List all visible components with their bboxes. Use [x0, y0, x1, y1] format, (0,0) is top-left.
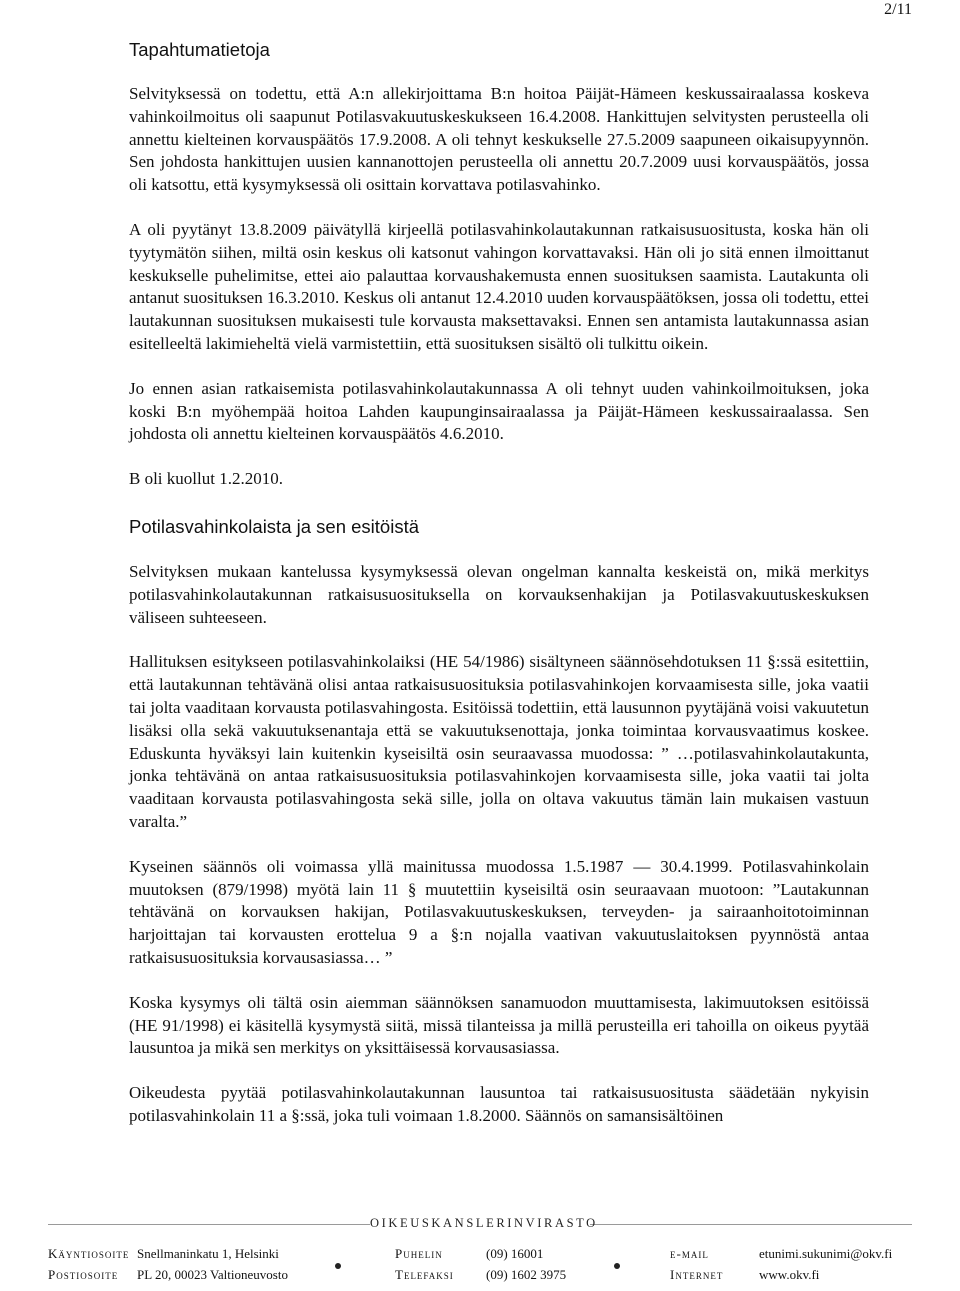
- phone-label: Puhelin: [395, 1246, 443, 1261]
- contact-labels: [670, 1243, 723, 1285]
- office-name: OIKEUSKANSLERINVIRASTO: [370, 1212, 590, 1234]
- section-heading-history: Potilasvahinkolaista ja sen esitöistä: [129, 515, 419, 537]
- bullet-separator: [335, 1263, 341, 1269]
- phone-labels: [395, 1243, 454, 1285]
- paragraph: Kyseinen säännös oli voimassa yllä mainitussa muodossa 1.5.1987 ― 30.4.1999. Potilasvahinkolain muutoksen (879/1998) myötä lain 11 § muutettiin kyseisiltä osin seuraavaan muotoon: ”Lautakunnan tehtävänä on korvauksen hakijan, Potilasvakuutuskeskuksen, terveyden- ja sairaanhoitotoiminnan harjoittajan tai korvausten erottelua 9 a §:n nojalla vaativan vakuutuslaitoksen pyynnöstä antaa ratkaisusuosituksia korvausasiassa… ”: [129, 856, 869, 967]
- visit-address-value: Snellmaninkatu 1, Helsinki: [137, 1246, 279, 1261]
- contact-values: [759, 1243, 892, 1285]
- visit-address-label: Käyntiosoite: [48, 1246, 130, 1261]
- paragraph: A oli pyytänyt 13.8.2009 päivätyllä kirjeellä potilasvahinkolautakunnan ratkaisusuositusta, koska hän oli tyytymätön siihen, miltä osin keskus oli katsonut vahingon korvattavaksi. Hän oli jo sitä ennen ilmoittanut keskukselle puhelimitse, ettei aio palauttaa korvaushakemusta ennen suosituksen saamista. Lautakunta oli antanut suosituksen 16.3.2010. Keskus oli antanut 12.4.2010 uuden korvauspäätöksen, jossa oli todettu, ettei lautakunnan suosituksen mukaisesti tule korvausta maksettavaksi. Ennen sen antamista lautakunnassa asian esitelleeltä lakimieheltä vielä varmistettiin, että suosituksen sisältö oli tulkittu oikein.: [129, 219, 869, 353]
- paragraph: Selvityksen mukaan kantelussa kysymyksessä olevan ongelman kannalta keskeistä on, mikä merkitys potilasvahinkolautakunnan ratkaisusuosituksella on korvauksenhakijan ja Potilasvakuutuskeskuksen väliseen suhteeseen.: [129, 561, 869, 627]
- postal-address-label: Postiosoite: [48, 1267, 119, 1282]
- address-labels: [48, 1243, 129, 1285]
- internet-label: Internet: [670, 1267, 724, 1282]
- paragraph: Oikeudesta pyytää potilasvahinkolautakunnan lausuntoa tai ratkaisusuositusta säädetään nykyisin potilasvahinkolain 11 a §:ssä, joka tuli voimaan 1.8.2000. Säännös on samansisältöinen: [129, 1083, 869, 1125]
- phone-values: [486, 1243, 566, 1285]
- fax-value: (09) 1602 3975: [486, 1267, 567, 1282]
- postal-address-value: PL 20, 00023 Valtioneuvosto: [137, 1267, 288, 1282]
- paragraph: Jo ennen asian ratkaisemista potilasvahinkolautakunnassa A oli tehnyt uuden vahinkoilmoituksen, joka koski B:n myöhempää hoitoa Lahden kaupunginsairaalassa ja Päijät-Hämeen keskussairaalassa. Sen johdosta oli annettu kielteinen korvauspäätös 4.6.2010.: [129, 378, 869, 444]
- website-link[interactable]: www.okv.fi: [759, 1267, 820, 1282]
- section-heading-facts: Tapahtumatietoja: [129, 39, 270, 60]
- paragraph: Hallituksen esitykseen potilasvahinkolaiksi (HE 54/1986) sisältyneen säännösehdotuksen 11 §:ssä esitettiin, että lautakunnan tehtävänä olisi antaa ratkaisusuosituksia potilasvahinkojen korvaamisesta sille, joka vaatii tai jolta vaaditaan korvausta potilasvahingosta. Esitöissä todettiin, että lausunnon pyytäjänä voisi vakuutetun lisäksi olla sekä vakuutuksenantaja että se vakuutuksenottaja, jonka toimintaa korvausvaatimus koskee. Eduskunta hyväksyi lain kuitenkin kyseisiltä osin seuraavassa muodossa: ” …potilasvahinkolautakunta, jonka tehtävänä on antaa ratkaisusuosituksia potilasvahinkojen korvaamisesta sille, joka vaatii tai jolta vaaditaan korvausta potilasvahingosta sekä sille, jolla on oltava vakuutus tämän lain mukaisen vastuun varalta.”: [129, 652, 869, 831]
- paragraph: B oli kuollut 1.2.2010.: [129, 469, 283, 489]
- document-body: [129, 38, 869, 1150]
- fax-label: Telefaksi: [395, 1267, 454, 1282]
- bullet-separator: [614, 1263, 620, 1269]
- paragraph: Koska kysymys oli tältä osin aiemman säännöksen sanamuodon muuttamisesta, lakimuutoksen esitöissä (HE 91/1998) ei käsitellä kysymystä siitä, missä tilanteissa ja millä perusteilla eri tahoilla on oikeus pyytää lausuntoa ja mikä sen merkitys on yksittäisessä korvausasiassa.: [129, 992, 869, 1058]
- paragraph: Selvityksessä on todettu, että A:n allekirjoittama B:n hoitoa Päijät-Hämeen keskussairaalassa koskeva vahinkoilmoitus oli saapunut Potilasvakuutuskeskukseen 16.4.2008. Hankittujen selvitysten perusteella oli annettu kielteinen korvauspäätös 17.9.2008. A oli tehnyt keskukselle 27.5.2009 saapuneen oikaisupyynnön. Sen johdosta hankittujen uusien kannanottojen perusteella oli annettu 20.7.2009 uusi korvauspäätös, jossa oli katsottu, että kysymyksessä oli osittain korvattava potilasvahinko.: [129, 84, 869, 195]
- email-value[interactable]: etunimi.sukunimi@okv.fi: [759, 1246, 893, 1261]
- page-footer: [0, 1210, 960, 1291]
- phone-value: (09) 16001: [486, 1246, 544, 1261]
- email-label: e-mail: [670, 1246, 709, 1261]
- page-number: 2/11: [884, 1, 912, 18]
- address-values: [137, 1243, 288, 1285]
